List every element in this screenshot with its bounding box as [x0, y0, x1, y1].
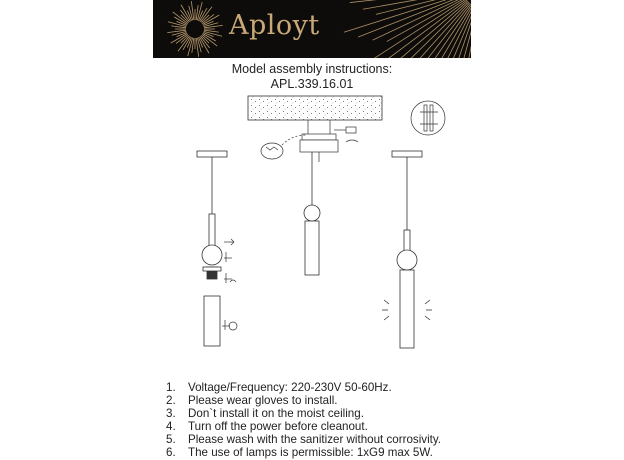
- list-item: [166, 381, 441, 394]
- item-number: 6.: [166, 446, 176, 460]
- item-text: Please wear gloves to install.: [188, 394, 338, 408]
- title-heading: Model assembly instructions:: [231, 62, 393, 76]
- list-item: [166, 433, 441, 446]
- wire-connector-icon: [261, 135, 306, 159]
- document-title: [0, 62, 624, 92]
- ceiling-cup-detail-icon: [411, 101, 445, 135]
- list-item: [166, 420, 441, 433]
- item-text: The use of lamps is permissible: 1xG9 max 5W.: [188, 446, 433, 460]
- item-text: Don`t install it on the moist ceiling.: [188, 407, 364, 421]
- list-item: [166, 446, 441, 459]
- item-number: 3.: [166, 407, 176, 421]
- brand-banner: [153, 0, 471, 58]
- list-item: [166, 394, 441, 407]
- assembly-diagram: [170, 92, 460, 362]
- item-number: 4.: [166, 420, 176, 434]
- fixture-left: [197, 151, 227, 346]
- brand-logo: Aployt: [229, 10, 320, 41]
- item-text: Turn off the power before cleanout.: [188, 420, 368, 434]
- item-text: Voltage/Frequency: 220-230V 50-60Hz.: [188, 381, 392, 394]
- model-number: APL.339.16.01: [270, 77, 354, 91]
- list-item: [166, 407, 441, 420]
- item-number: 1.: [166, 381, 176, 394]
- rotate-arrow-icon: [222, 239, 237, 330]
- fixture-center: [304, 152, 320, 275]
- item-number: 2.: [166, 394, 176, 408]
- fixture-right: [392, 151, 422, 348]
- mounting-bracket: [300, 120, 338, 162]
- ceiling-slab: [248, 96, 382, 120]
- item-number: 5.: [166, 433, 176, 447]
- instruction-list: [166, 381, 441, 460]
- item-text: Please wash with the sanitizer without corrosivity.: [188, 433, 442, 447]
